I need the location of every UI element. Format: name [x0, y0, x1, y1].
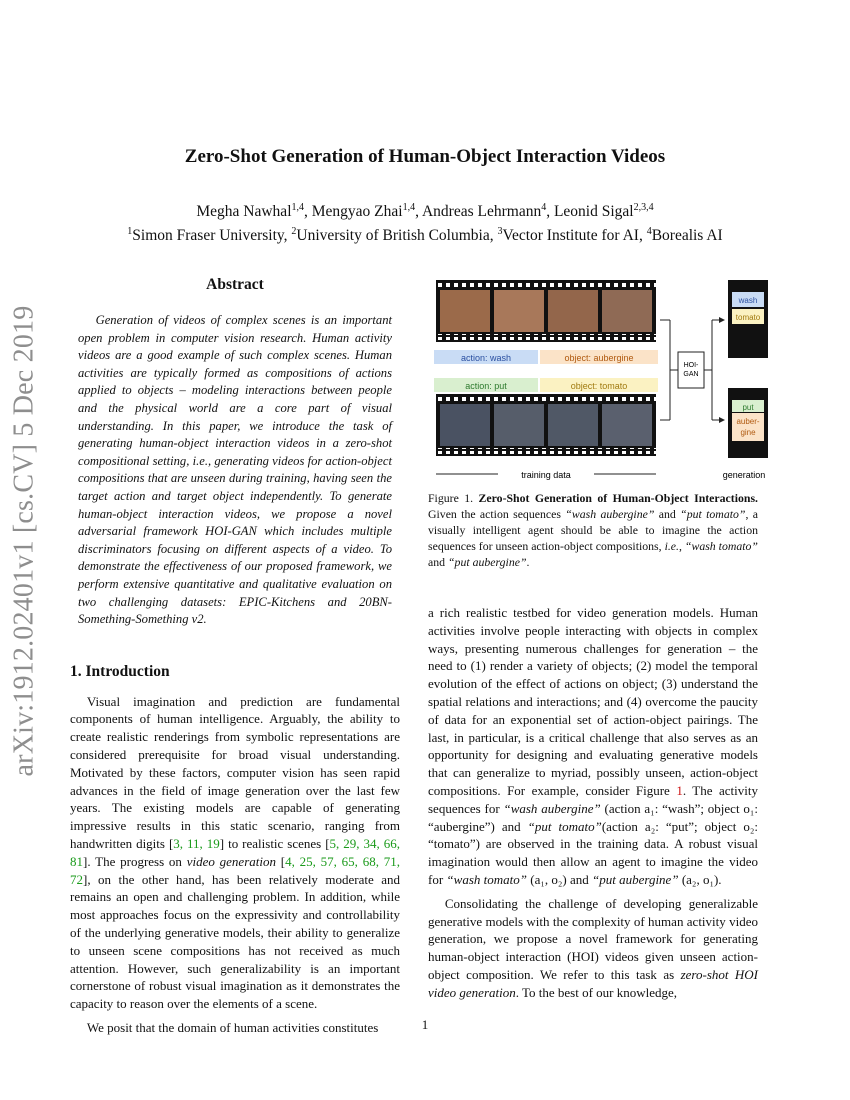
- affiliations: $^1$Simon Fraser University, $^2$University of British Columbia, $^3$Vector Institute for AI, $^4$Borealis AI: [127, 226, 723, 245]
- figure-caption: Figure 1. Zero-Shot Generation of Human-Object Interactions. Given the action sequences “wash aubergine” and “put tomato”, a visually intelligent agent should be able to imagine the action sequences for unseen action-object compositions, i.e., “wash tomato” and “put aubergine”.: [428, 491, 759, 569]
- film-strip-bottom: [436, 394, 656, 456]
- figure-reference-link[interactable]: 1: [676, 782, 683, 798]
- abstract-text: Generation of videos of complex scenes is an important open problem in computer vision research. Human activity videos are a good example of such complex scenes. Human activities are typically formed as compositions of actions applied to objects – modeling interactions between people and the physical world are a core part of visual understanding. In this paper, we introduce the task of generating human-object interaction videos in a zero-shot compositional setting, i.e., generating videos for action-object compositions that are unseen during training, having seen the target action and target object independently. To generate human-object interaction videos, we propose a novel adversarial framework HOI-GAN which includes multiple discriminators focusing on different aspects of a video. To demonstrate the effectiveness of our proposed framework, we perform extensive quantitative and qualitative evaluation on two challenging datasets: EPIC-Kitchens and 20BN-Something-Something v2.: [78, 313, 392, 627]
- training-data-label: training data: [521, 470, 571, 480]
- author-name: Mengyao Zhai: [311, 203, 403, 221]
- arxiv-stamp: arXiv:1912.02401v1 [cs.CV] 5 Dec 2019: [8, 305, 40, 777]
- generated-action-wash: wash: [738, 296, 758, 305]
- action-put-text: action: put: [465, 381, 507, 391]
- hoi-gan-label: GAN: [683, 371, 699, 378]
- abstract-heading: Abstract: [206, 276, 264, 293]
- action-wash-text: action: wash: [460, 353, 512, 363]
- author-name: Megha Nawhal: [196, 203, 292, 221]
- object-tomato-text: object: tomato: [570, 381, 628, 391]
- paper-title: Zero-Shot Generation of Human-Object Interaction Videos: [184, 146, 666, 167]
- hoi-gan-box: [678, 352, 704, 388]
- author-aff: 2,3,4: [633, 202, 654, 213]
- aff-num: 2: [291, 226, 297, 238]
- author-name: Leonid Sigal: [553, 203, 634, 221]
- page-number: 1: [421, 1017, 429, 1032]
- citation-link[interactable]: 3, 11, 19: [173, 836, 220, 852]
- author-block: [60, 198, 790, 246]
- generated-object-tomato: tomato: [735, 313, 761, 322]
- citation-link[interactable]: 5, 29, 34, 66, 81: [70, 836, 400, 869]
- hoi-gan-label: HOI-: [683, 362, 699, 369]
- right-column: [428, 270, 766, 1008]
- author-names: Megha Nawhal$^{1,4}$, Mengyao Zhai$^{1,4}$, Andreas Lehrmann$^4$, Leonid Sigal$^{2,3,4}$: [196, 202, 654, 221]
- affiliation: Vector Institute for AI: [502, 227, 639, 245]
- generated-object-aubergine: gine: [740, 428, 756, 437]
- generated-film-top: [728, 280, 768, 358]
- author-aff: 4: [541, 202, 547, 213]
- citation-link[interactable]: 4, 25, 57, 65, 68, 71, 72: [70, 853, 400, 887]
- right-paragraph-1: a rich realistic testbed for video generation models. Human activities involve people interacting with objects in complex ways, presenting numerous challenges for generation – the need to (1) render a variety of objects; (2) model the temporal evolution of the effect of actions on object; (3) understand the spatial relations and interactions; and (4) overcome the paucity of data for an exponential set of action-object pairings. The last, in particular, is a critical challenge that also serves as an opportunity for designing and evaluating generative models that can generalize to myriad, possibly unseen, action-object compositions. For example, consider Figure 1. The activity sequences for “wash aubergine” (action a₁: “wash”; object o₁: “aubergine”) and “put tomato”(action a₂: “put”; object o₂: “tomato”) are observed in the training data. A robust visual imagination would then allow an agent to imagine the video for “wash tomato” (a₁, o₂) and “put aubergine” (a₂, o₁).: [428, 605, 759, 887]
- right-paragraph-2: Consolidating the challenge of developing generalizable generative models with the complexity of human activity video generation, we propose a novel framework for generating human-object interaction (HOI) videos given unseen action-object composition. We refer to this task as zero-shot HOI video generation. To the best of our knowledge,: [428, 895, 759, 1000]
- author-aff: 1,4: [402, 202, 416, 213]
- intro-paragraph-2: We posit that the domain of human activities constitutes: [86, 1020, 379, 1036]
- generation-label: generation: [722, 470, 766, 480]
- aff-num: 1: [127, 226, 133, 238]
- affiliation: Simon Fraser University: [132, 227, 284, 245]
- author-name: Andreas Lehrmann: [421, 203, 542, 221]
- affiliation: University of British Columbia: [296, 227, 490, 245]
- generated-film-bottom: [728, 388, 768, 458]
- left-column: [70, 276, 400, 1043]
- generated-action-put: put: [742, 403, 754, 412]
- section-heading-introduction: 1. Introduction: [70, 662, 170, 680]
- author-aff: 1,4: [291, 202, 304, 213]
- figure-1: [428, 270, 766, 484]
- figure-1-diagram: [428, 270, 768, 484]
- generated-object-aubergine: auber-: [736, 417, 760, 426]
- aff-num: 3: [497, 226, 503, 238]
- aff-num: 4: [646, 226, 652, 238]
- object-aubergine-text: object: aubergine: [564, 353, 634, 363]
- film-strip-top: [436, 280, 656, 342]
- intro-paragraph-1: Visual imagination and prediction are fundamental components of human intelligence. Arguably, the ability to create realistic renderings from symbolic representations are considered prerequisite for broad visual understanding. Motivated by these factors, computer vision has seen rapid advances in the field of image generation over the last few years. The existing models are capable of generating impressive results in this static scenario, ranging from handwritten digits [3, 11, 19] to realistic scenes [5, 29, 34, 66, 81]. The progress on video generation [4, 25, 57, 65, 68, 71, 72], on the other hand, has been relatively moderate and remains an open and challenging problem. In addition, while most approaches focus on the expressivity and controllability of the underlying generative models, their ability to generalize to unseen scene compositions has not received as much attention. However, such generalizability is an important cornerstone of robust visual imagination as it demonstrates the capacity to reason over the elements of a scene.: [70, 693, 400, 1012]
- affiliation: Borealis AI: [651, 227, 723, 245]
